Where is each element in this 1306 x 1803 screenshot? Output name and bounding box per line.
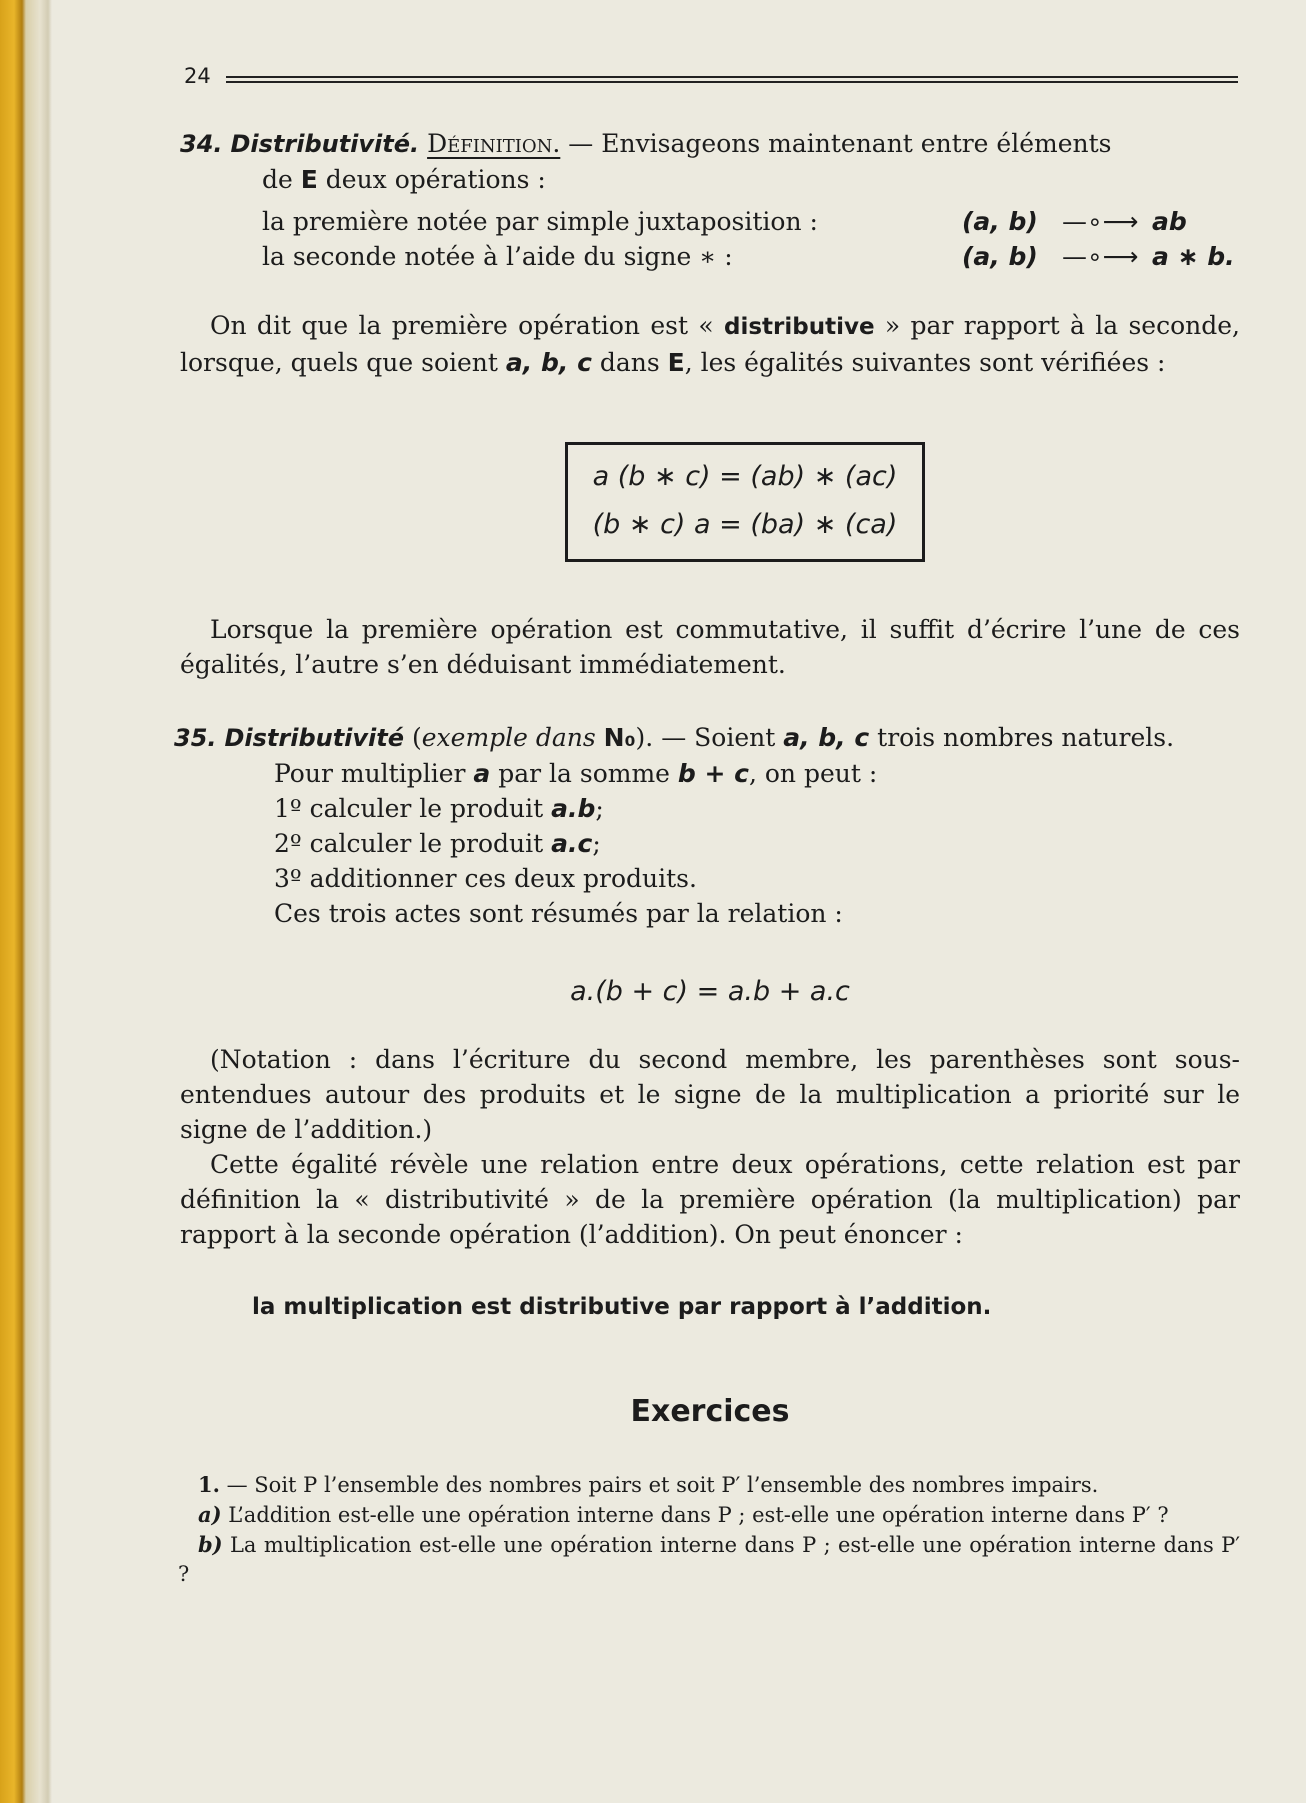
variable-a: a [473,759,491,788]
section-35-intro-text: — Soient [653,723,784,752]
step-1 [274,791,1234,826]
section-34-intro [180,126,1240,197]
step-1-text: 1º calculer le produit [274,794,552,823]
line2-b: par la somme [490,759,678,788]
section-35-intro [174,720,1240,756]
operation-1-line [262,204,1242,239]
section-35-number: 35. [174,724,217,752]
variables-abc: a, b, c [505,348,592,377]
variables-abc: a, b, c [783,723,870,752]
subtitle-close: ). [635,723,654,752]
para1-part-d: , les égalités suivantes sont vérifiées : [684,348,1166,377]
exercise-1-text: — Soit P l’ensemble des nombres pairs et soit P′ l’ensemble des nombres impairs. [219,1473,1099,1497]
distributive-statement-text: la multiplication est distributive par rapport à l’addition. [252,1294,992,1320]
distributive-term: distributive [724,314,875,340]
page-header [180,56,1240,92]
step-2 [274,826,1234,861]
step-2-expression: a.c [551,829,593,858]
set-e-symbol: E [300,165,318,194]
step-1-expression: a.b [551,794,596,823]
distributivity-formula-box [565,442,925,562]
maps-to-arrow-icon: —∘⟶ [1062,242,1139,271]
relation-paragraph [180,1147,1240,1252]
exercise-1-number: 1. [198,1472,220,1497]
commutative-remark-text: Lorsque la première opération est commutative, il suffit d’écrire l’une de ces égalités, l’autre s’en déduisant immédiatement. [180,615,1240,679]
summary-line: Ces trois actes sont résumés par la relation : [274,899,843,928]
relation-text: Cette égalité révèle une relation entre deux opérations, cette relation est par définition la « distributivité » de la première opération (la multiplication) par rapport à la seconde opération (l’addition). On peut énoncer : [180,1150,1240,1249]
distributive-definition-paragraph [180,308,1240,380]
section-34-number: 34. [180,130,223,158]
para1-part-b: » par rapport à la seconde, lorsque, quels que soient [180,311,1240,377]
page-number: 24 [184,64,211,88]
definition-label: Définition. [427,129,561,158]
line2-c: , on peut : [748,759,878,788]
book-page [174,56,1240,1756]
exercise-1 [180,1470,1240,1589]
formula-right-distributivity: (b ∗ c) a = (ba) ∗ (ca) [592,509,898,540]
exercise-1a-text: L’addition est-elle une opération interne dans P ; est-elle une opération interne dans P′ ? [221,1503,1169,1527]
exercise-1b-text: La multiplication est-elle une opération interne dans P ; est-elle une opération interne dans P′ ? [178,1533,1240,1586]
exercise-1a-label: a) [198,1502,222,1527]
step-2-end: ; [592,829,601,858]
intro-line2-post: deux opérations : [317,165,546,194]
operation-1-pair: (a, b) [962,207,1038,236]
exercises-title: Exercices [630,1394,790,1429]
section-35-intro-end: trois nombres naturels. [869,723,1175,752]
header-double-rule [226,76,1238,83]
maps-to-arrow-icon: —∘⟶ [1062,207,1139,236]
exercise-1b-label: b) [198,1532,223,1557]
notation-paragraph [180,1042,1240,1147]
operation-1-text: la première notée par simple juxtaposition : [262,207,818,236]
operation-2-result: a ∗ b. [1152,242,1235,271]
subtitle-open: ( [411,723,422,752]
operation-1-result: ab [1152,207,1187,236]
line2-a: Pour multiplier [274,759,474,788]
section-35-subtitle: exemple dans [421,723,604,752]
notation-text: (Notation : dans l’écriture du second membre, les parenthèses sont sous-entendues autour des produits et le signe de la multiplication a priorité sur le signe de l’addition.) [180,1045,1240,1144]
section-34-intro-text: — Envisageons maintenant entre éléments [568,129,1112,158]
step-3: 3º additionner ces deux produits. [274,864,697,893]
distributivity-equation: a.(b + c) = a.b + a.c [570,976,850,1007]
step-1-end: ; [595,794,604,823]
step-2-text: 2º calculer le produit [274,829,552,858]
set-e-symbol: E [667,348,685,377]
multiplication-steps [274,756,1234,931]
formula-left-distributivity: a (b ∗ c) = (ab) ∗ (ac) [592,461,898,492]
section-34-title: Distributivité. [230,130,420,158]
section-35-title: Distributivité [224,724,405,752]
operation-2-line [262,239,1242,274]
sum-expression: b + c [677,759,749,788]
operation-2-pair: (a, b) [962,242,1038,271]
commutative-remark [180,612,1240,682]
distributive-statement [180,1288,1240,1325]
book-binding-edge [0,0,52,1803]
set-n0-symbol: N₀ [603,723,636,752]
intro-line2-pre: de [262,165,301,194]
para1-part-a: On dit que la première opération est « [210,311,724,340]
operation-2-text: la seconde notée à l’aide du signe ∗ : [262,242,733,271]
para1-part-c: dans [591,348,668,377]
